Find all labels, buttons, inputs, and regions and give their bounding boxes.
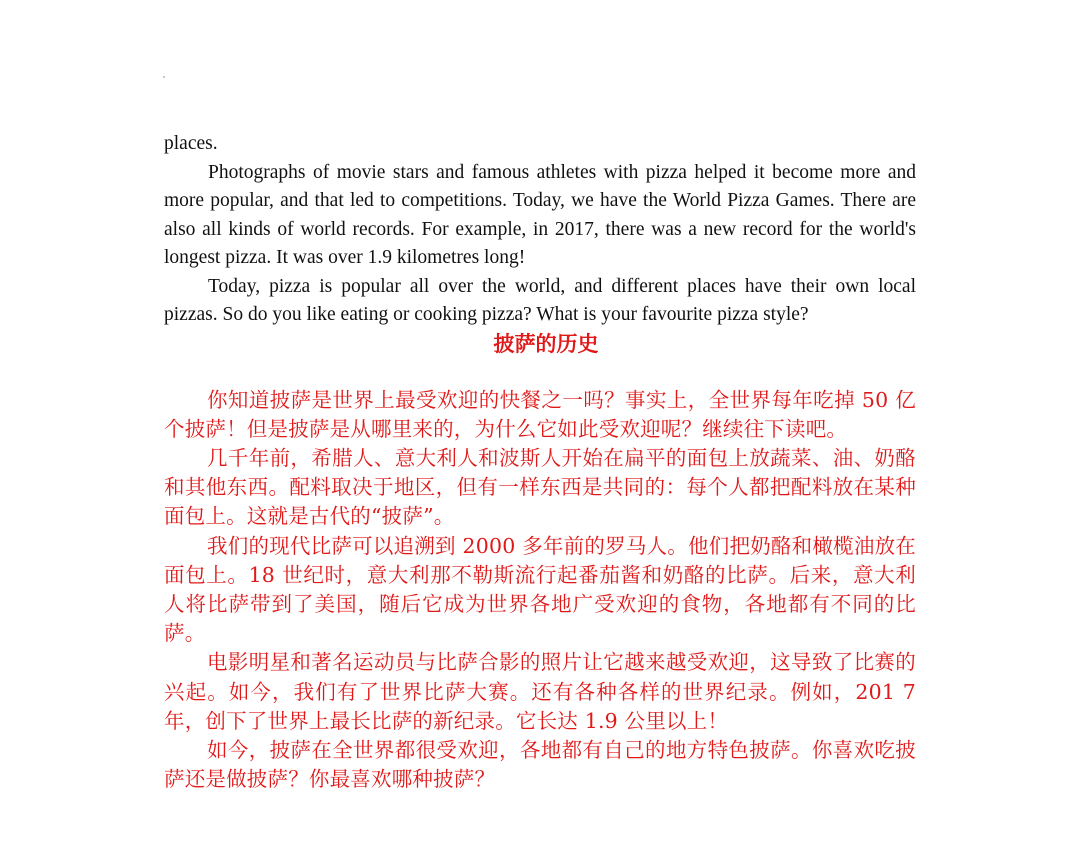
scan-speck xyxy=(163,76,165,78)
chinese-paragraph-ancient: 几千年前，希腊人、意大利人和波斯人开始在扁平的面包上放蔬菜、油、奶酪和其他东西。配料取决于地区，但有一样东西是共同的：每个人都把配料放在某种面包上。这就是古代的“披萨”。 xyxy=(164,445,916,529)
english-paragraph-photographs: Photographs of movie stars and famous athletes with pizza helped it become more and more popular, and that led to competitions. Today, we have the World Pizza Games. There are also all kinds of world records. For example, in 2017, there was a new record for the world's longest pizza. It was over 1.9 kilometres long! xyxy=(164,161,916,268)
english-paragraph-today: Today, pizza is popular all over the world, and different places have their own local pizzas. So do you like eating or cooking pizza? What is your favourite pizza style? xyxy=(164,275,916,325)
chinese-paragraph-modern: 我们的现代比萨可以追溯到 2000 多年前的罗马人。他们把奶酪和橄榄油放在面包上。18 世纪时，意大利那不勒斯流行起番茄酱和奶酪的比萨。后来，意大利人将比萨带到了美国，随后它成为世界各地广受欢迎的食物，各地都有不同的比萨。 xyxy=(164,533,916,646)
chinese-paragraph-photographs: 电影明星和著名运动员与比萨合影的照片让它越来越受欢迎，这导致了比赛的兴起。如今，我们有了世界比萨大赛。还有各种各样的世界纪录。例如，201 7 年，创下了世界上最长比萨的新纪录。它长达 1.9 公里以上！ xyxy=(164,650,916,733)
document-page xyxy=(164,130,916,794)
chinese-paragraph-today: 如今，披萨在全世界都很受欢迎，各地都有自己的地方特色披萨。你喜欢吃披萨还是做披萨？你最喜欢哪种披萨？ xyxy=(164,737,916,792)
chinese-paragraph-intro: 你知道披萨是世界上最受欢迎的快餐之一吗？事实上，全世界每年吃掉 50 亿个披萨！但是披萨是从哪里来的，为什么它如此受欢迎呢？继续往下读吧。 xyxy=(164,387,916,441)
english-carry-over-line: places. xyxy=(164,133,218,154)
chinese-title: 披萨的历史 xyxy=(493,330,599,356)
